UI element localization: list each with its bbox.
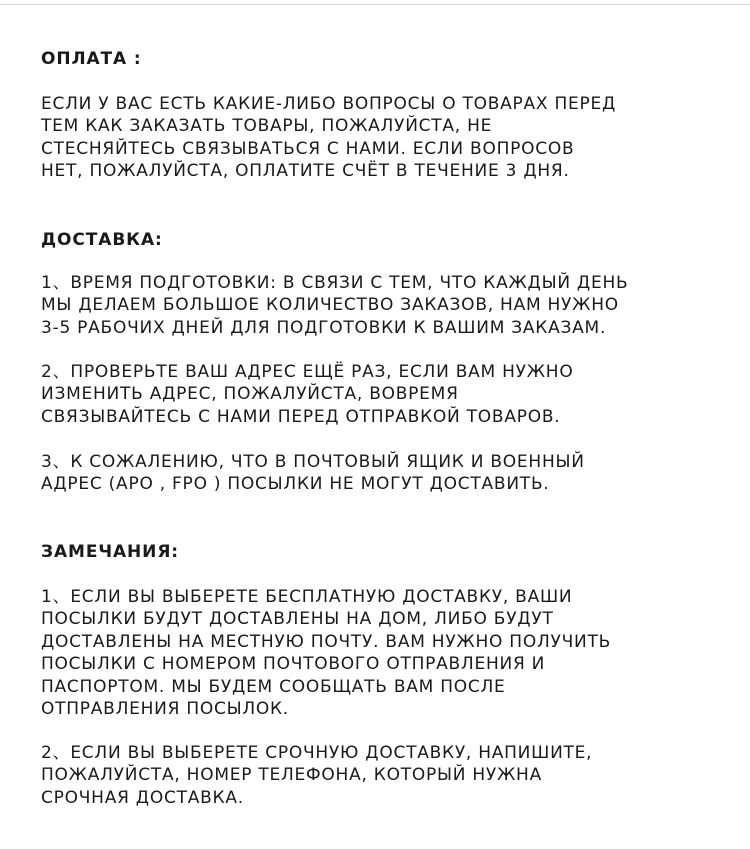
text-line: ПОСЫЛКИ С НОМЕРОМ ПОЧТОВОГО ОТПРАВЛЕНИЯ И [41,654,546,675]
top-divider [0,4,750,5]
text-line: СВЯЗЫВАЙТЕСЬ С НАМИ ПЕРЕД ОТПРАВКОЙ ТОВАРОВ. [41,406,561,427]
text-line: СРОЧНАЯ ДОСТАВКА. [41,787,244,808]
text-line: 2、ПРОВЕРЬТЕ ВАШ АДРЕС ЕЩЁ РАЗ, ЕСЛИ ВАМ НУЖНО [41,362,574,382]
text-line: 1、ЕСЛИ ВЫ ВЫБЕРЕТЕ БЕСПЛАТНУЮ ДОСТАВКУ, ВАШИ [41,587,573,607]
delivery-heading: ДОСТАВКА: [41,230,163,250]
notes-item-1 [41,586,721,720]
text-line: МЫ ДЕЛАЕМ БОЛЬШОЕ КОЛИЧЕСТВО ЗАКАЗОВ, НАМ НУЖНО [41,295,619,316]
text-line: 1、ВРЕМЯ ПОДГОТОВКИ: В СВЯЗИ С ТЕМ, ЧТО КАЖДЫЙ ДЕНЬ [41,273,629,293]
text-line: ПАСПОРТОМ. МЫ БУДЕМ СООБЩАТЬ ВАМ ПОСЛЕ [41,676,506,697]
delivery-item-3 [41,451,721,496]
notes-item-2 [41,742,721,809]
text-line: ОТПРАВЛЕНИЯ ПОСЫЛОК. [41,699,290,720]
payment-heading: ОПЛАТА : [41,49,142,69]
text-line: 2、ЕСЛИ ВЫ ВЫБЕРЕТЕ СРОЧНУЮ ДОСТАВКУ, НАПИШИТЕ, [41,743,593,763]
notes-heading: ЗАМЕЧАНИЯ: [41,542,180,562]
text-line: ЕСЛИ У ВАС ЕСТЬ КАКИЕ-ЛИБО ВОПРОСЫ О ТОВАРАХ ПЕРЕД [41,94,617,114]
delivery-item-2 [41,361,721,428]
text-line: 3-5 РАБОЧИХ ДНЕЙ ДЛЯ ПОДГОТОВКИ К ВАШИМ ЗАКАЗАМ. [41,317,607,338]
text-line: НЕТ, ПОЖАЛУЙСТА, ОПЛАТИТЕ СЧЁТ В ТЕЧЕНИЕ 3 ДНЯ. [41,161,570,182]
text-line: АДРЕС (APO , FPO ) ПОСЫЛКИ НЕ МОГУТ ДОСТАВИТЬ. [41,474,550,495]
text-line: 3、К СОЖАЛЕНИЮ, ЧТО В ПОЧТОВЫЙ ЯЩИК И ВОЕННЫЙ [41,452,585,472]
payment-paragraph [41,93,721,183]
text-line: ПОСЫЛКИ БУДУТ ДОСТАВЛЕНЫ НА ДОМ, ЛИБО БУДУТ [41,609,554,630]
text-line: ПОЖАЛУЙСТА, НОМЕР ТЕЛЕФОНА, КОТОРЫЙ НУЖНА [41,765,542,786]
text-line: ДОСТАВЛЕНЫ НА МЕСТНУЮ ПОЧТУ. ВАМ НУЖНО ПОЛУЧИТЬ [41,631,612,652]
text-line: СТЕСНЯЙТЕСЬ СВЯЗЫВАТЬСЯ С НАМИ. ЕСЛИ ВОПРОСОВ [41,138,575,159]
delivery-item-1 [41,272,721,339]
text-line: ТЕМ КАК ЗАКАЗАТЬ ТОВАРЫ, ПОЖАЛУЙСТА, НЕ [41,116,493,137]
text-line: ИЗМЕНИТЬ АДРЕС, ПОЖАЛУЙСТА, ВОВРЕМЯ [41,384,459,405]
